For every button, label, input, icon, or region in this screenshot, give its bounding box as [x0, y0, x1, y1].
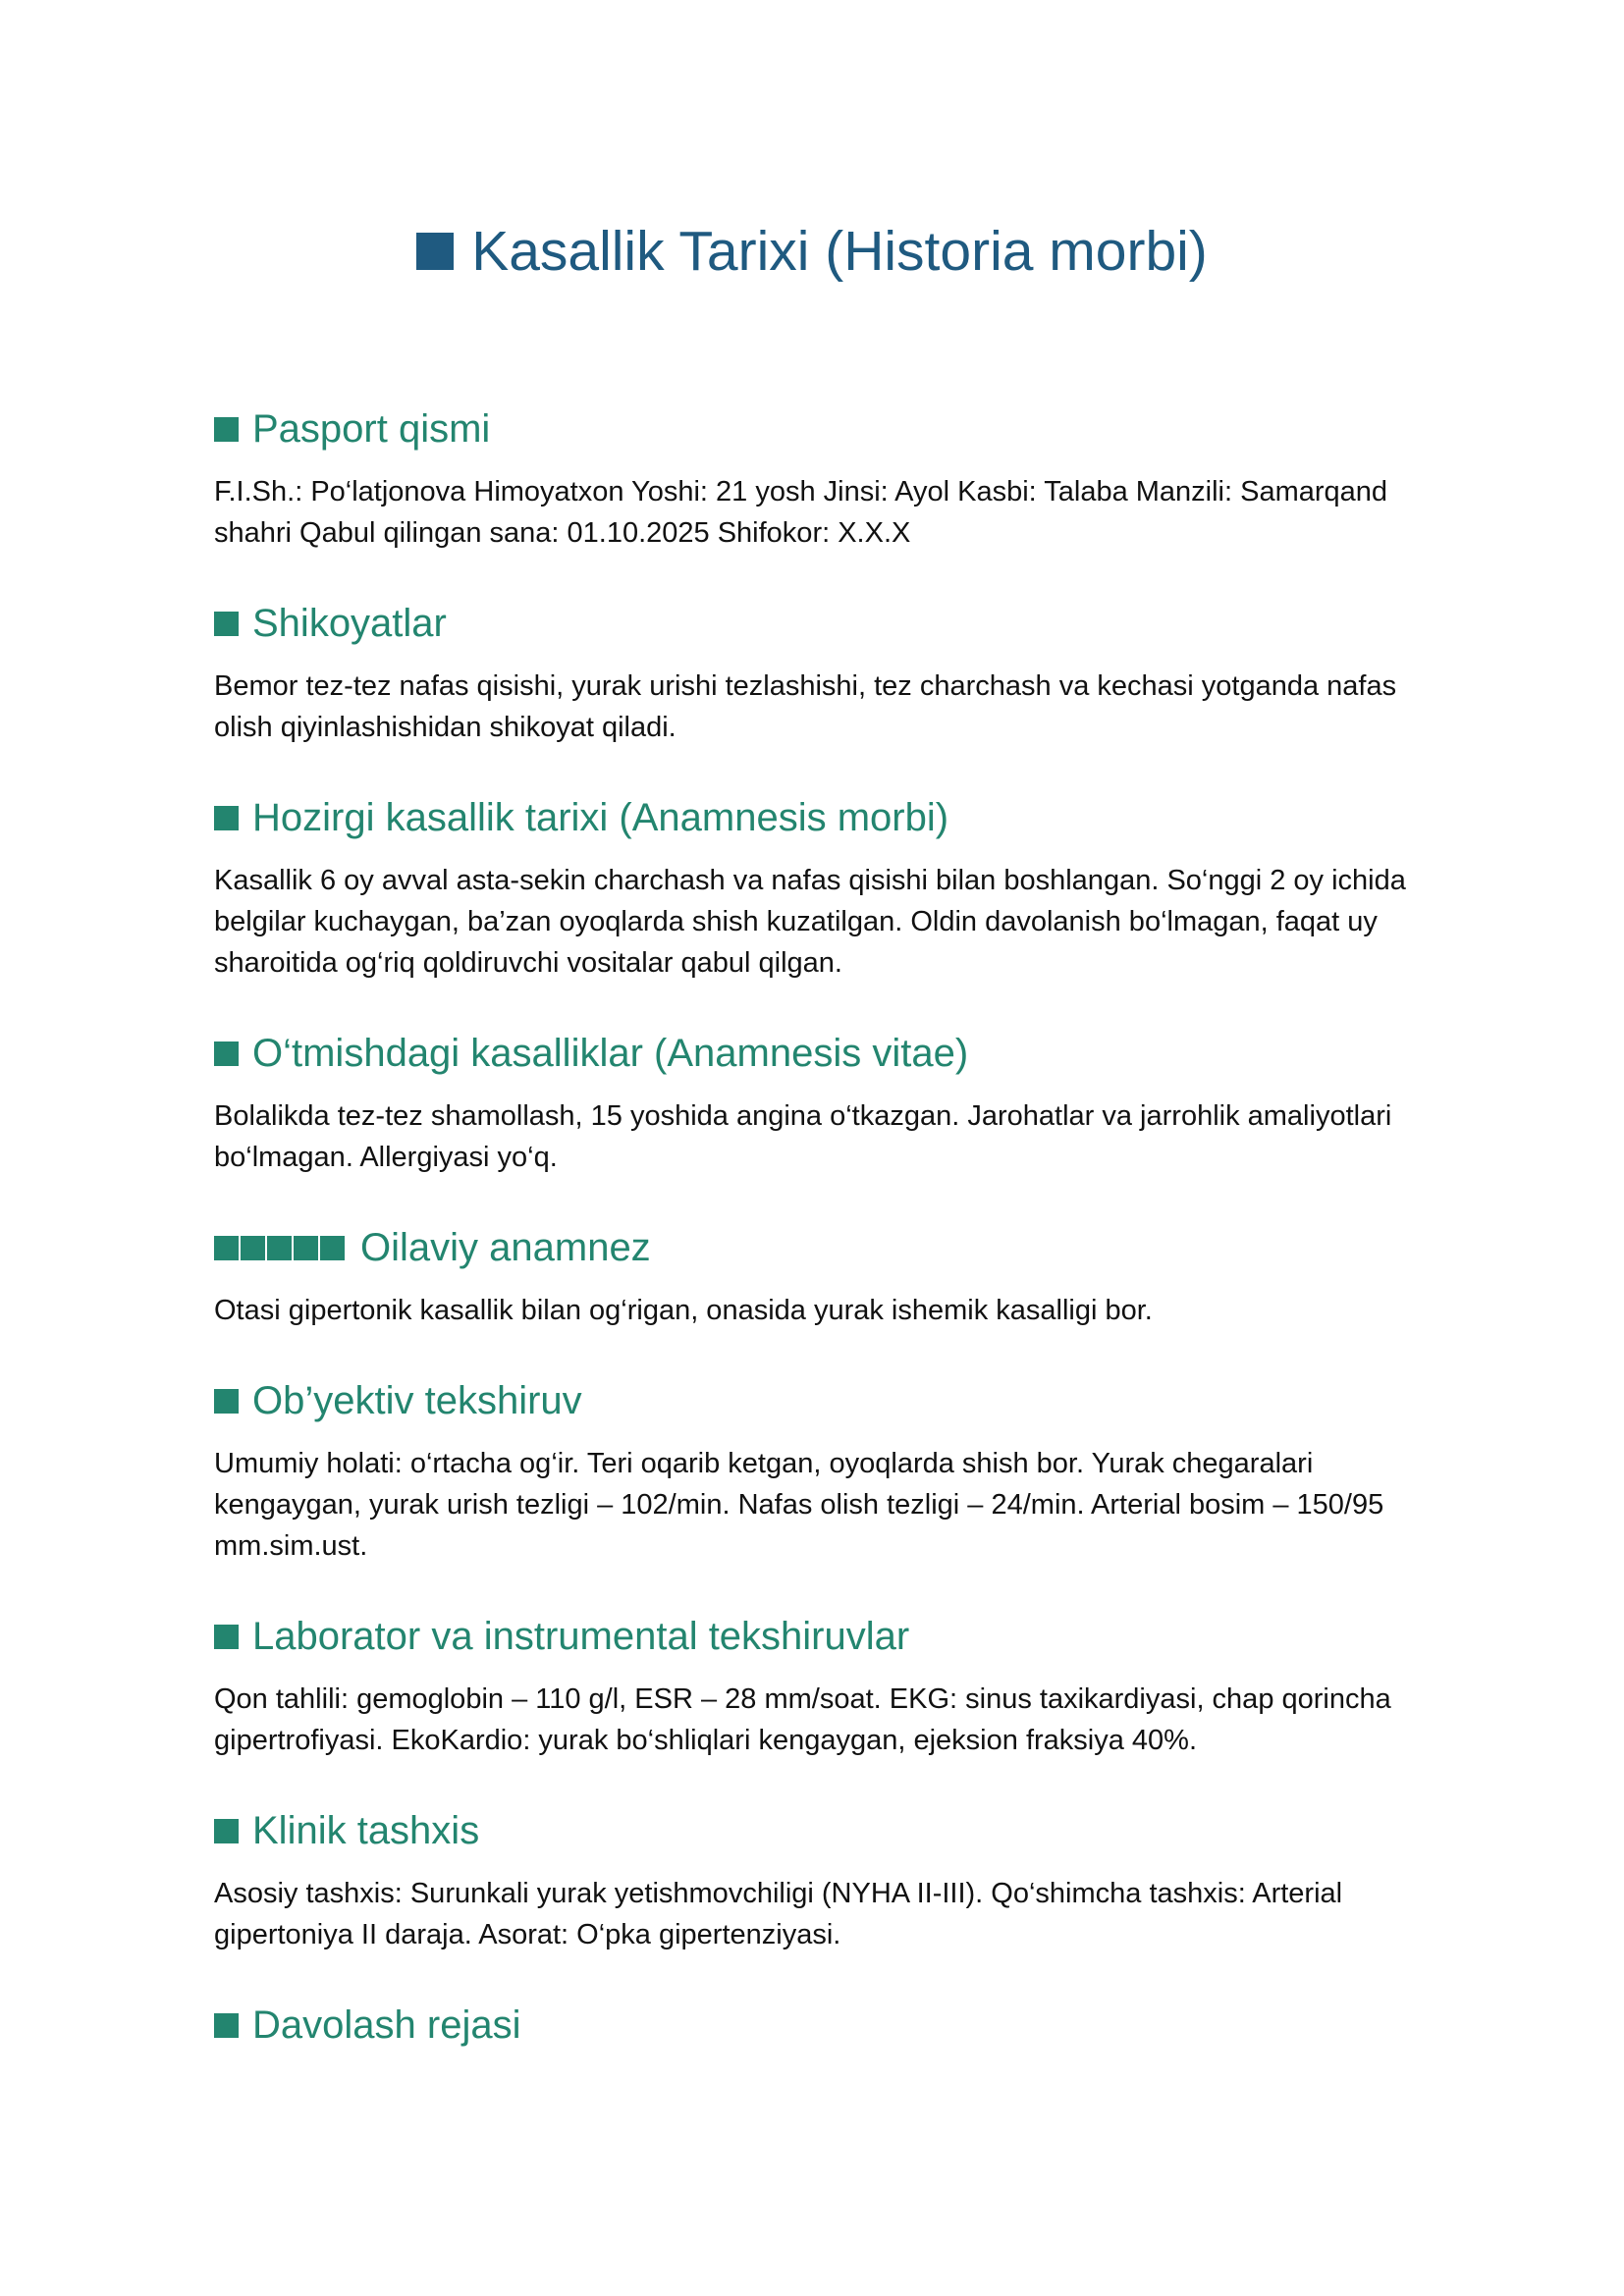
section-heading-text: Pasport qismi: [252, 407, 491, 451]
square-icon: [214, 612, 239, 636]
section-heading: [214, 1610, 1432, 1663]
section-davolash-rejasi: [214, 1999, 1432, 2052]
square-icon: [214, 1236, 239, 1260]
section-body: Bolalikda tez-tez shamollash, 15 yoshida angina o‘tkazgan. Jarohatlar va jarrohlik amaliyotlari bo‘lmagan. Allergiyasi yo‘q.: [214, 1100, 1392, 1173]
square-icon: [214, 417, 239, 442]
section-obyektiv-tekshiruv: [214, 1374, 1432, 1567]
document-title-text: Kasallik Tarixi (Historia morbi): [471, 220, 1208, 283]
square-icon: [241, 1236, 265, 1260]
section-heading: [214, 1027, 1432, 1080]
section-heading: [214, 597, 1432, 650]
section-oilaviy-anamnez: [214, 1221, 1432, 1331]
square-icon: [416, 233, 454, 270]
section-body: Asosiy tashxis: Surunkali yurak yetishmovchiligi (NYHA II-III). Qo‘shimcha tashxis: Arterial gipertoniya II daraja. Asorat: O‘pka gipertenziyasi.: [214, 1878, 1343, 1950]
square-icon: [214, 2013, 239, 2038]
square-icon: [214, 1819, 239, 1843]
document-title: [0, 214, 1624, 289]
square-icon: [214, 1389, 239, 1414]
section-body: Kasallik 6 oy avval asta-sekin charchash va nafas qisishi bilan boshlangan. So‘nggi 2 oy ichida belgilar kuchaygan, ba’zan oyoqlarda shish kuzatilgan. Oldin davolanish bo‘lmagan, faqat uy sharoitida og‘riq qoldiruvchi vositalar qabul qilgan.: [214, 865, 1406, 979]
section-heading-text: Shikoyatlar: [252, 602, 447, 645]
section-body: F.I.Sh.: Po‘latjonova Himoyatxon Yoshi: 21 yosh Jinsi: Ayol Kasbi: Talaba Manzili: Samarqand shahri Qabul qilingan sana: 01.10.2025 Shifokor: X.X.X: [214, 476, 1388, 549]
section-heading: [214, 402, 1432, 455]
square-icon: [267, 1236, 292, 1260]
section-heading-text: Klinik tashxis: [252, 1809, 480, 1852]
section-heading-text: O‘tmishdagi kasalliklar (Anamnesis vitae): [252, 1032, 969, 1075]
section-heading-text: Oilaviy anamnez: [360, 1226, 651, 1269]
section-heading-text: Davolash rejasi: [252, 2003, 521, 2047]
section-anamnesis-vitae: [214, 1027, 1432, 1178]
section-heading: [214, 1221, 1432, 1274]
section-heading-text: Laborator va instrumental tekshiruvlar: [252, 1615, 910, 1658]
section-body: Umumiy holati: o‘rtacha og‘ir. Teri oqarib ketgan, oyoqlarda shish bor. Yurak chegaralari kengaygan, yurak urish tezligi – 102/min. Nafas olish tezligi – 24/min. Arterial bosim – 150/95 mm.sim.ust.: [214, 1448, 1384, 1562]
section-body: Otasi gipertonik kasallik bilan og‘rigan, onasida yurak ishemik kasalligi bor.: [214, 1295, 1153, 1326]
section-laborator: [214, 1610, 1432, 1761]
square-icon-group: [214, 1236, 347, 1260]
section-body: Bemor tez-tez nafas qisishi, yurak urishi tezlashishi, tez charchash va kechasi yotganda nafas olish qiyinlashishidan shikoyat qiladi.: [214, 670, 1397, 743]
section-heading: [214, 1804, 1432, 1857]
square-icon: [214, 1041, 239, 1066]
square-icon: [294, 1236, 318, 1260]
section-heading: [214, 1999, 1432, 2052]
section-heading: [214, 1374, 1432, 1427]
section-shikoyatlar: [214, 597, 1432, 748]
section-heading-text: Hozirgi kasallik tarixi (Anamnesis morbi): [252, 796, 949, 839]
section-body: Qon tahlili: gemoglobin – 110 g/l, ESR – 28 mm/soat. EKG: sinus taxikardiyasi, chap qorincha gipertrofiyasi. EkoKardio: yurak bo‘shliqlari kengaygan, ejeksion fraksiya 40%.: [214, 1683, 1391, 1756]
section-heading-text: Ob’yektiv tekshiruv: [252, 1379, 582, 1422]
square-icon: [214, 806, 239, 830]
section-pasport: [214, 402, 1432, 554]
section-heading: [214, 791, 1432, 844]
section-anamnesis-morbi: [214, 791, 1432, 984]
square-icon: [320, 1236, 345, 1260]
square-icon: [214, 1625, 239, 1649]
section-klinik-tashxis: [214, 1804, 1432, 1955]
